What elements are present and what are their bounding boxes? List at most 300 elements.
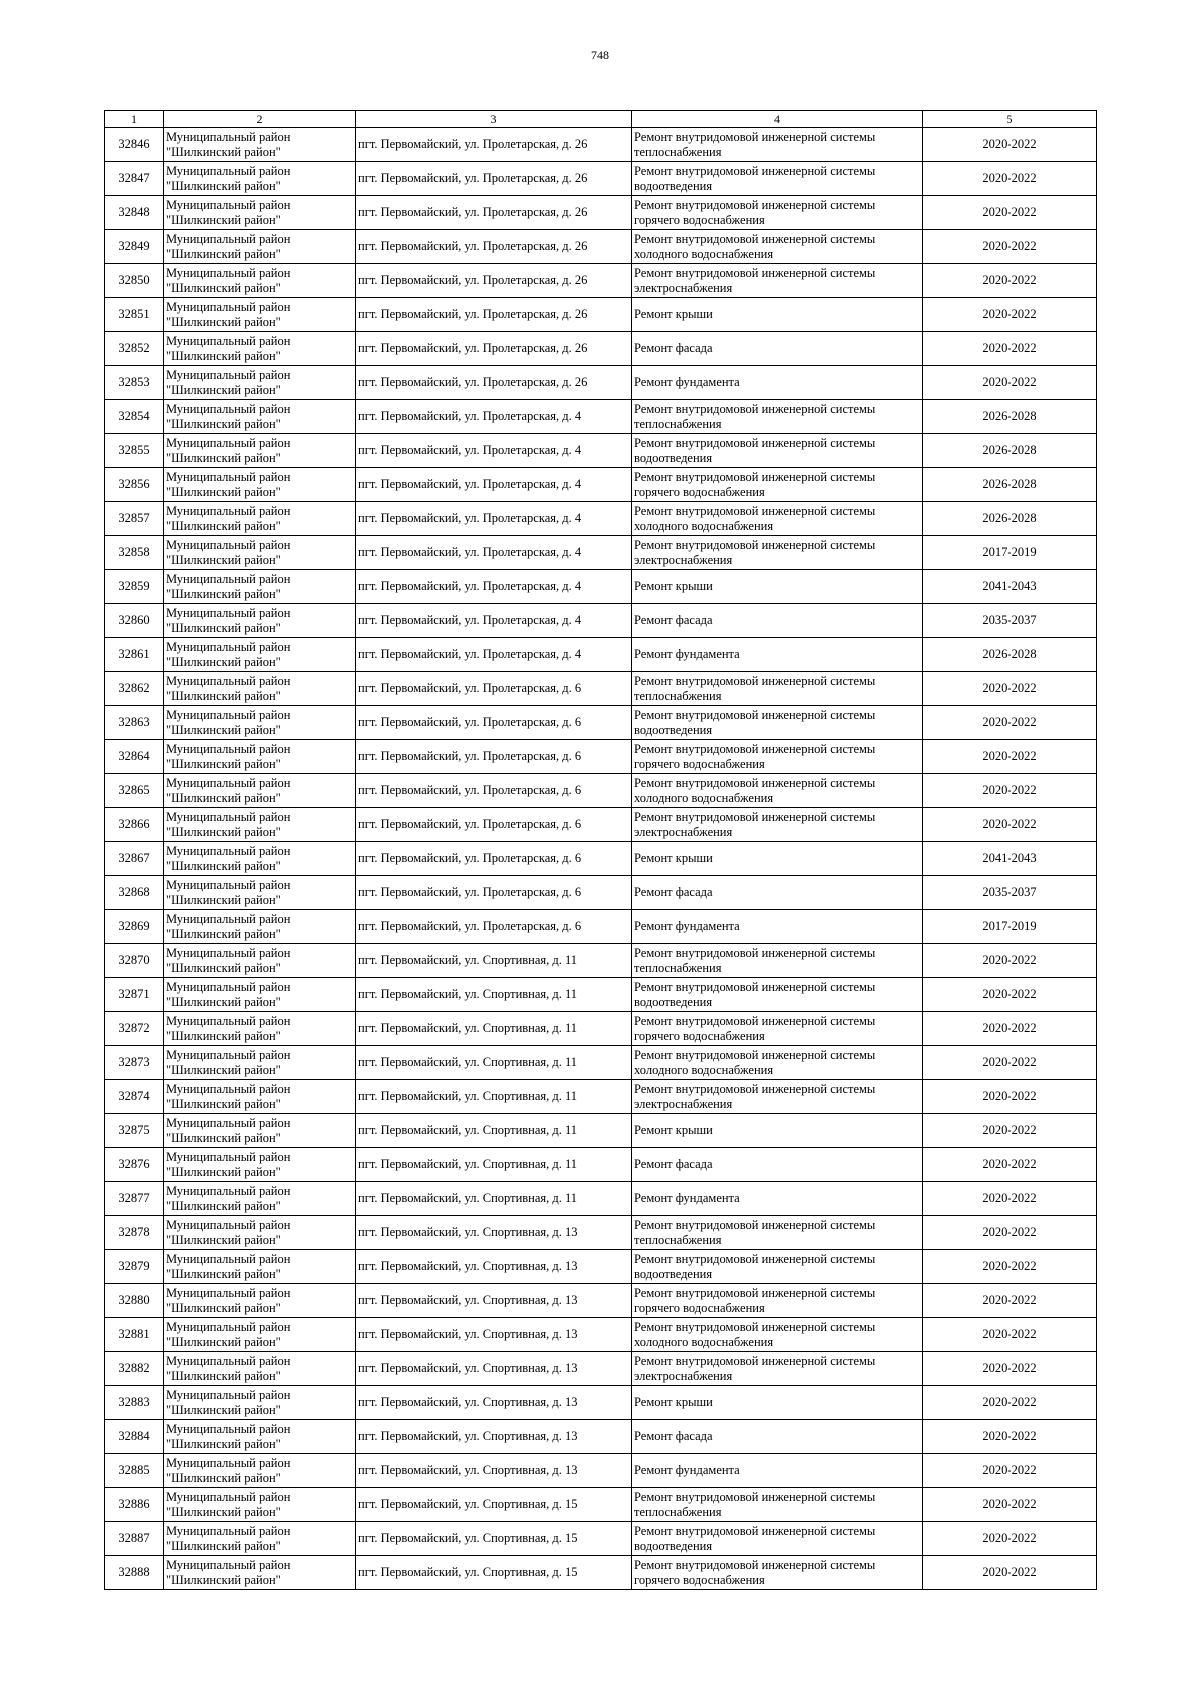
cell-number [105, 672, 164, 706]
table-row [105, 570, 1097, 604]
cell-work-type [632, 978, 923, 1012]
column-header: 2 [164, 111, 356, 128]
cell-period-line: 2020-2022 [982, 1259, 1037, 1273]
cell-work-type-line: Ремонт крыши [634, 1395, 713, 1409]
cell-work-type-line: водоотведения [634, 722, 713, 737]
cell-municipality [164, 1454, 356, 1488]
cell-period-line: 2020-2022 [982, 1089, 1037, 1103]
cell-period [923, 1454, 1097, 1488]
cell-work-type-line: горячего водоснабжения [634, 484, 765, 499]
cell-number [105, 1148, 164, 1182]
cell-municipality-line: "Шилкинский район" [166, 1266, 281, 1281]
cell-number-line: 32846 [118, 137, 150, 151]
cell-address [356, 128, 632, 162]
cell-work-type-line: горячего водоснабжения [634, 1028, 765, 1043]
cell-address-line: пгт. Первомайский, ул. Спортивная, д. 11 [358, 1055, 578, 1069]
cell-work-type-line: теплоснабжения [634, 1504, 722, 1519]
cell-address [356, 842, 632, 876]
cell-municipality-line: Муниципальный район [166, 741, 291, 756]
cell-number-line: 32868 [118, 885, 150, 899]
cell-number [105, 298, 164, 332]
cell-work-type-line: водоотведения [634, 178, 713, 193]
cell-work-type-line: Ремонт крыши [634, 307, 713, 321]
cell-address [356, 638, 632, 672]
cell-municipality-line: "Шилкинский район" [166, 212, 281, 227]
cell-address-line: пгт. Первомайский, ул. Спортивная, д. 13 [358, 1327, 578, 1341]
cell-work-type [632, 672, 923, 706]
table-row [105, 400, 1097, 434]
cell-address-line: пгт. Первомайский, ул. Пролетарская, д. 6 [358, 715, 582, 729]
cell-municipality [164, 162, 356, 196]
cell-address-line: пгт. Первомайский, ул. Пролетарская, д. 6 [358, 783, 582, 797]
cell-municipality [164, 910, 356, 944]
cell-number [105, 1046, 164, 1080]
cell-municipality-line: Муниципальный район [166, 1523, 291, 1538]
cell-period [923, 536, 1097, 570]
cell-number [105, 1420, 164, 1454]
cell-work-type [632, 298, 923, 332]
cell-work-type-line: Ремонт внутридомовой инженерной системы [634, 265, 876, 280]
cell-work-type-line: Ремонт внутридомовой инженерной системы [634, 809, 876, 824]
cell-period [923, 502, 1097, 536]
cell-number-line: 32865 [118, 783, 150, 797]
cell-period [923, 162, 1097, 196]
cell-period [923, 1182, 1097, 1216]
cell-municipality-line: "Шилкинский район" [166, 144, 281, 159]
cell-number-line: 32851 [118, 307, 150, 321]
cell-address-line: пгт. Первомайский, ул. Спортивная, д. 11 [358, 953, 578, 967]
cell-period [923, 230, 1097, 264]
cell-municipality-line: "Шилкинский район" [166, 756, 281, 771]
cell-municipality [164, 774, 356, 808]
cell-municipality [164, 1386, 356, 1420]
cell-address-line: пгт. Первомайский, ул. Пролетарская, д. 4 [358, 511, 582, 525]
cell-number [105, 332, 164, 366]
cell-address [356, 876, 632, 910]
cell-address-line: пгт. Первомайский, ул. Спортивная, д. 11 [358, 1157, 578, 1171]
cell-municipality-line: "Шилкинский район" [166, 1470, 281, 1485]
cell-work-type-line: Ремонт фундамента [634, 1463, 740, 1477]
cell-work-type [632, 1182, 923, 1216]
cell-period-line: 2020-2022 [982, 239, 1037, 253]
cell-work-type-line: Ремонт фасада [634, 613, 713, 627]
cell-number [105, 502, 164, 536]
table-row [105, 842, 1097, 876]
cell-municipality-line: Муниципальный район [166, 707, 291, 722]
table-row [105, 1216, 1097, 1250]
table-row [105, 774, 1097, 808]
cell-work-type [632, 264, 923, 298]
cell-address-line: пгт. Первомайский, ул. Пролетарская, д. 4 [358, 443, 582, 457]
cell-number-line: 32858 [118, 545, 150, 559]
cell-municipality [164, 842, 356, 876]
cell-work-type [632, 1318, 923, 1352]
cell-work-type [632, 1114, 923, 1148]
cell-period-line: 2020-2022 [982, 749, 1037, 763]
cell-period [923, 1522, 1097, 1556]
cell-work-type [632, 740, 923, 774]
cell-work-type [632, 400, 923, 434]
cell-work-type [632, 706, 923, 740]
cell-address-line: пгт. Первомайский, ул. Спортивная, д. 15 [358, 1565, 578, 1579]
cell-number [105, 1318, 164, 1352]
cell-municipality-line: "Шилкинский район" [166, 586, 281, 601]
registry-table [104, 110, 1097, 1590]
cell-period-line: 2020-2022 [982, 817, 1037, 831]
cell-period [923, 1046, 1097, 1080]
cell-number [105, 1386, 164, 1420]
cell-municipality [164, 298, 356, 332]
table-row [105, 1148, 1097, 1182]
cell-municipality-line: Муниципальный район [166, 435, 291, 450]
cell-municipality [164, 400, 356, 434]
cell-municipality-line: "Шилкинский район" [166, 790, 281, 805]
cell-number-line: 32876 [118, 1157, 150, 1171]
cell-municipality-line: "Шилкинский район" [166, 1334, 281, 1349]
cell-municipality-line: "Шилкинский район" [166, 416, 281, 431]
cell-number-line: 32878 [118, 1225, 150, 1239]
cell-number-line: 32885 [118, 1463, 150, 1477]
cell-work-type [632, 1284, 923, 1318]
cell-work-type-line: Ремонт внутридомовой инженерной системы [634, 1285, 876, 1300]
cell-municipality-line: Муниципальный район [166, 299, 291, 314]
cell-address [356, 978, 632, 1012]
cell-address [356, 570, 632, 604]
cell-address [356, 366, 632, 400]
cell-municipality [164, 1250, 356, 1284]
cell-address [356, 944, 632, 978]
page-number: 748 [591, 48, 609, 62]
cell-period-line: 2020-2022 [982, 375, 1037, 389]
cell-period-line: 2020-2022 [982, 341, 1037, 355]
cell-municipality-line: Муниципальный район [166, 1353, 291, 1368]
cell-number-line: 32873 [118, 1055, 150, 1069]
cell-municipality-line: "Шилкинский район" [166, 1198, 281, 1213]
cell-municipality [164, 978, 356, 1012]
cell-work-type-line: Ремонт внутридомовой инженерной системы [634, 503, 876, 518]
cell-period-line: 2020-2022 [982, 681, 1037, 695]
cell-work-type-line: горячего водоснабжения [634, 1300, 765, 1315]
cell-work-type-line: теплоснабжения [634, 960, 722, 975]
cell-period-line: 2020-2022 [982, 307, 1037, 321]
cell-address [356, 536, 632, 570]
cell-municipality [164, 264, 356, 298]
cell-work-type-line: Ремонт крыши [634, 579, 713, 593]
cell-number [105, 876, 164, 910]
cell-number [105, 1250, 164, 1284]
cell-address [356, 1420, 632, 1454]
cell-work-type [632, 434, 923, 468]
cell-work-type-line: холодного водоснабжения [634, 790, 774, 805]
cell-period-line: 2026-2028 [982, 443, 1037, 457]
table-row [105, 366, 1097, 400]
cell-number [105, 230, 164, 264]
cell-address-line: пгт. Первомайский, ул. Спортивная, д. 11 [358, 1191, 578, 1205]
table-row [105, 468, 1097, 502]
cell-period [923, 944, 1097, 978]
cell-municipality [164, 332, 356, 366]
cell-municipality [164, 1114, 356, 1148]
cell-address [356, 400, 632, 434]
cell-work-type-line: водоотведения [634, 994, 713, 1009]
cell-period [923, 774, 1097, 808]
cell-period [923, 366, 1097, 400]
cell-work-type-line: Ремонт фундамента [634, 919, 740, 933]
cell-work-type-line: водоотведения [634, 1538, 713, 1553]
cell-work-type-line: Ремонт внутридомовой инженерной системы [634, 197, 876, 212]
cell-municipality-line: Муниципальный район [166, 1115, 291, 1130]
cell-work-type-line: Ремонт фундамента [634, 647, 740, 661]
cell-work-type-line: Ремонт внутридомовой инженерной системы [634, 1013, 876, 1028]
cell-period [923, 1488, 1097, 1522]
cell-address [356, 196, 632, 230]
table-row [105, 1080, 1097, 1114]
cell-address [356, 1318, 632, 1352]
column-header: 5 [923, 111, 1097, 128]
cell-work-type [632, 196, 923, 230]
cell-municipality-line: "Шилкинский район" [166, 722, 281, 737]
cell-municipality-line: Муниципальный район [166, 639, 291, 654]
cell-address-line: пгт. Первомайский, ул. Спортивная, д. 13 [358, 1293, 578, 1307]
cell-work-type-line: Ремонт внутридомовой инженерной системы [634, 231, 876, 246]
cell-work-type [632, 1012, 923, 1046]
cell-work-type-line: Ремонт внутридомовой инженерной системы [634, 401, 876, 416]
cell-period-line: 2026-2028 [982, 647, 1037, 661]
cell-number [105, 740, 164, 774]
cell-address [356, 1386, 632, 1420]
cell-address-line: пгт. Первомайский, ул. Пролетарская, д. 26 [358, 171, 588, 185]
cell-period [923, 706, 1097, 740]
cell-number-line: 32849 [118, 239, 150, 253]
cell-period-line: 2020-2022 [982, 987, 1037, 1001]
cell-period [923, 570, 1097, 604]
cell-municipality-line: Муниципальный район [166, 945, 291, 960]
table-row [105, 298, 1097, 332]
cell-work-type-line: Ремонт внутридомовой инженерной системы [634, 129, 876, 144]
cell-number [105, 400, 164, 434]
cell-work-type-line: Ремонт внутридомовой инженерной системы [634, 945, 876, 960]
cell-number [105, 1080, 164, 1114]
cell-period-line: 2041-2043 [982, 579, 1037, 593]
cell-address-line: пгт. Первомайский, ул. Пролетарская, д. 6 [358, 817, 582, 831]
cell-period [923, 978, 1097, 1012]
cell-municipality [164, 1522, 356, 1556]
cell-period [923, 1250, 1097, 1284]
cell-municipality-line: Муниципальный район [166, 1251, 291, 1266]
cell-work-type [632, 1386, 923, 1420]
cell-municipality-line: "Шилкинский район" [166, 450, 281, 465]
cell-period-line: 2020-2022 [982, 1429, 1037, 1443]
cell-work-type-line: холодного водоснабжения [634, 1334, 774, 1349]
cell-municipality-line: "Шилкинский район" [166, 1504, 281, 1519]
cell-period [923, 604, 1097, 638]
cell-work-type [632, 604, 923, 638]
cell-address-line: пгт. Первомайский, ул. Пролетарская, д. 4 [358, 613, 582, 627]
cell-work-type-line: Ремонт фундамента [634, 375, 740, 389]
cell-number [105, 1114, 164, 1148]
cell-period [923, 1114, 1097, 1148]
cell-work-type-line: теплоснабжения [634, 416, 722, 431]
cell-municipality-line: "Шилкинский район" [166, 1232, 281, 1247]
table-row [105, 1012, 1097, 1046]
cell-period [923, 468, 1097, 502]
cell-municipality-line: Муниципальный район [166, 1489, 291, 1504]
cell-municipality-line: "Шилкинский район" [166, 382, 281, 397]
table-row [105, 1318, 1097, 1352]
cell-number [105, 638, 164, 672]
table-row [105, 808, 1097, 842]
cell-address [356, 604, 632, 638]
cell-number-line: 32886 [118, 1497, 150, 1511]
cell-address [356, 468, 632, 502]
cell-municipality [164, 944, 356, 978]
cell-work-type-line: Ремонт фундамента [634, 1191, 740, 1205]
cell-address [356, 162, 632, 196]
cell-period-line: 2035-2037 [982, 885, 1037, 899]
cell-work-type-line: теплоснабжения [634, 1232, 722, 1247]
cell-address-line: пгт. Первомайский, ул. Спортивная, д. 15 [358, 1531, 578, 1545]
cell-municipality-line: Муниципальный район [166, 1047, 291, 1062]
cell-period [923, 400, 1097, 434]
cell-work-type-line: Ремонт крыши [634, 1123, 713, 1137]
cell-work-type-line: Ремонт фасада [634, 885, 713, 899]
cell-municipality [164, 1012, 356, 1046]
cell-work-type [632, 774, 923, 808]
cell-period-line: 2020-2022 [982, 1225, 1037, 1239]
cell-number-line: 32875 [118, 1123, 150, 1137]
cell-period [923, 1148, 1097, 1182]
cell-municipality-line: "Шилкинский район" [166, 960, 281, 975]
cell-address [356, 502, 632, 536]
cell-address-line: пгт. Первомайский, ул. Пролетарская, д. 6 [358, 919, 582, 933]
cell-period [923, 1216, 1097, 1250]
table-row [105, 978, 1097, 1012]
cell-number [105, 604, 164, 638]
cell-number-line: 32871 [118, 987, 150, 1001]
cell-work-type [632, 1216, 923, 1250]
cell-municipality [164, 230, 356, 264]
cell-period-line: 2020-2022 [982, 137, 1037, 151]
cell-work-type-line: Ремонт фасада [634, 1429, 713, 1443]
cell-municipality-line: "Шилкинский район" [166, 1062, 281, 1077]
cell-municipality-line: "Шилкинский район" [166, 858, 281, 873]
cell-number [105, 128, 164, 162]
cell-address-line: пгт. Первомайский, ул. Пролетарская, д. 26 [358, 239, 588, 253]
cell-work-type-line: теплоснабжения [634, 144, 722, 159]
cell-work-type [632, 1046, 923, 1080]
cell-work-type-line: электроснабжения [634, 1368, 733, 1383]
cell-work-type-line: горячего водоснабжения [634, 212, 765, 227]
cell-municipality-line: "Шилкинский район" [166, 314, 281, 329]
cell-period-line: 2020-2022 [982, 1497, 1037, 1511]
cell-municipality-line: Муниципальный район [166, 673, 291, 688]
cell-municipality [164, 366, 356, 400]
cell-number [105, 1352, 164, 1386]
cell-period-line: 2020-2022 [982, 1021, 1037, 1035]
cell-period [923, 1318, 1097, 1352]
cell-period [923, 842, 1097, 876]
cell-municipality-line: Муниципальный район [166, 1013, 291, 1028]
table-row [105, 1386, 1097, 1420]
cell-work-type-line: электроснабжения [634, 280, 733, 295]
cell-municipality-line: Муниципальный район [166, 1387, 291, 1402]
cell-number [105, 1522, 164, 1556]
cell-number [105, 468, 164, 502]
cell-number [105, 1454, 164, 1488]
cell-address-line: пгт. Первомайский, ул. Пролетарская, д. 4 [358, 545, 582, 559]
cell-period [923, 638, 1097, 672]
table-row [105, 1182, 1097, 1216]
cell-work-type-line: Ремонт внутридомовой инженерной системы [634, 163, 876, 178]
cell-period [923, 1012, 1097, 1046]
cell-municipality-line: "Шилкинский район" [166, 518, 281, 533]
cell-work-type-line: Ремонт внутридомовой инженерной системы [634, 1217, 876, 1232]
cell-number-line: 32888 [118, 1565, 150, 1579]
cell-number-line: 32883 [118, 1395, 150, 1409]
cell-address-line: пгт. Первомайский, ул. Пролетарская, д. 4 [358, 579, 582, 593]
table-row [105, 1046, 1097, 1080]
cell-period-line: 2020-2022 [982, 205, 1037, 219]
cell-municipality-line: "Шилкинский район" [166, 654, 281, 669]
cell-period [923, 910, 1097, 944]
cell-municipality [164, 502, 356, 536]
cell-address [356, 298, 632, 332]
cell-address-line: пгт. Первомайский, ул. Пролетарская, д. 4 [358, 647, 582, 661]
cell-period [923, 876, 1097, 910]
cell-municipality [164, 740, 356, 774]
cell-municipality-line: "Шилкинский район" [166, 484, 281, 499]
cell-municipality [164, 196, 356, 230]
cell-work-type-line: теплоснабжения [634, 688, 722, 703]
cell-period-line: 2020-2022 [982, 1123, 1037, 1137]
column-header: 1 [105, 111, 164, 128]
cell-period [923, 298, 1097, 332]
cell-address-line: пгт. Первомайский, ул. Пролетарская, д. 6 [358, 885, 582, 899]
cell-municipality [164, 638, 356, 672]
table-row [105, 1284, 1097, 1318]
cell-work-type [632, 876, 923, 910]
cell-municipality-line: Муниципальный район [166, 537, 291, 552]
cell-municipality-line: "Шилкинский район" [166, 1164, 281, 1179]
cell-municipality [164, 434, 356, 468]
cell-municipality-line: "Шилкинский район" [166, 1368, 281, 1383]
cell-number-line: 32857 [118, 511, 150, 525]
cell-period-line: 2026-2028 [982, 477, 1037, 491]
cell-number-line: 32887 [118, 1531, 150, 1545]
cell-period-line: 2020-2022 [982, 1463, 1037, 1477]
cell-municipality-line: Муниципальный район [166, 197, 291, 212]
cell-municipality [164, 672, 356, 706]
table-row [105, 332, 1097, 366]
cell-work-type [632, 332, 923, 366]
cell-number-line: 32864 [118, 749, 150, 763]
cell-address-line: пгт. Первомайский, ул. Спортивная, д. 13 [358, 1429, 578, 1443]
table-row [105, 672, 1097, 706]
cell-address-line: пгт. Первомайский, ул. Спортивная, д. 13 [358, 1225, 578, 1239]
cell-municipality [164, 1556, 356, 1590]
cell-period [923, 808, 1097, 842]
cell-period [923, 740, 1097, 774]
table-row [105, 162, 1097, 196]
cell-work-type-line: Ремонт внутридомовой инженерной системы [634, 1081, 876, 1096]
cell-municipality-line: Муниципальный район [166, 911, 291, 926]
cell-municipality-line: Муниципальный район [166, 1149, 291, 1164]
cell-number-line: 32884 [118, 1429, 150, 1443]
cell-number-line: 32882 [118, 1361, 150, 1375]
cell-number-line: 32869 [118, 919, 150, 933]
cell-municipality [164, 1318, 356, 1352]
cell-address [356, 434, 632, 468]
